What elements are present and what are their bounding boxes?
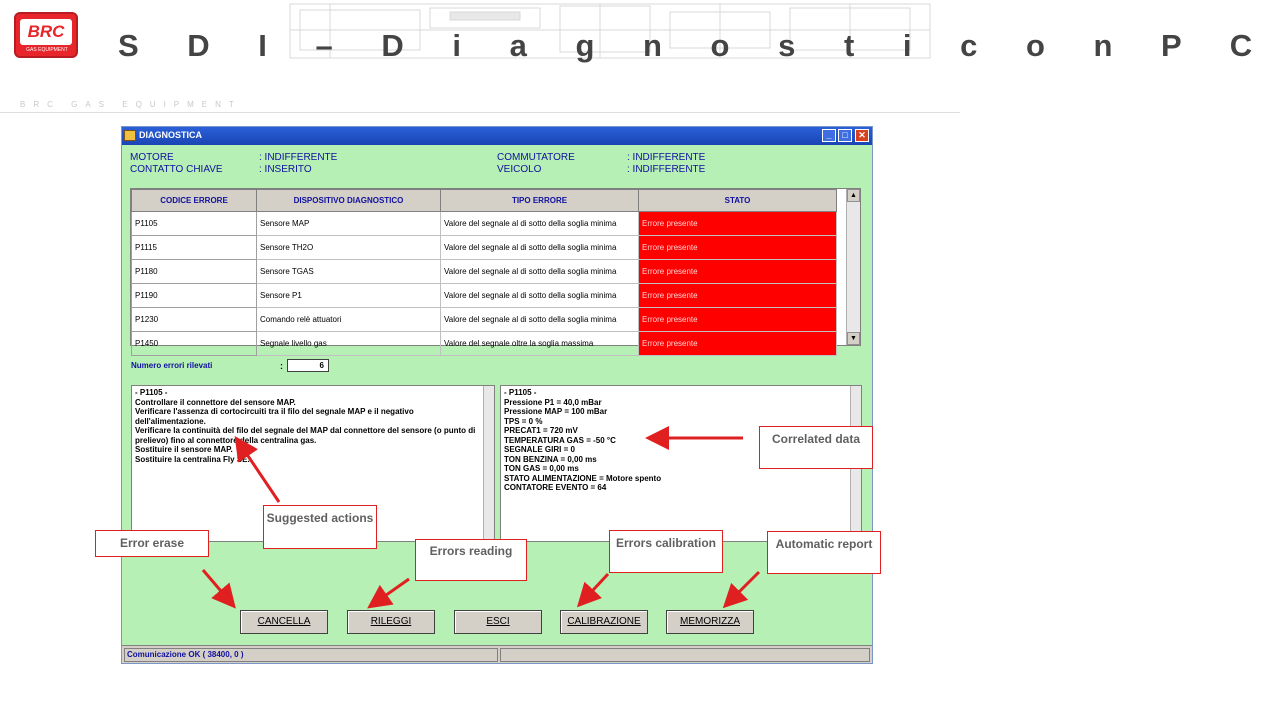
errors-count-field[interactable]: 6 — [287, 359, 329, 372]
arrow-error-erase — [203, 570, 232, 604]
actions-text-line: Verificare la continuità del filo del segnale del MAP dal connettore del sensore (o punto di prelievo) fino al connettore della centralina gas. — [135, 426, 476, 445]
data-text-line: TPS = 0 % — [504, 416, 543, 426]
cell-state[interactable]: Errore presente — [639, 332, 837, 356]
cell-code[interactable]: P1115 — [132, 236, 257, 260]
data-text-line: Pressione P1 = 40,0 mBar — [504, 397, 602, 407]
contatto-value: : INSERITO — [259, 164, 312, 175]
cell-device[interactable]: Comando relè attuatori — [257, 308, 441, 332]
data-text-line: TON BENZINA = 0,00 ms — [504, 454, 597, 464]
cell-device[interactable]: Sensore P1 — [257, 284, 441, 308]
calibrazione-button[interactable]: CALIBRAZIONE — [560, 610, 648, 634]
logo-subtitle: GAS EQUIPMENT — [26, 47, 68, 53]
commutatore-label: COMMUTATORE — [497, 152, 575, 163]
arrow-errors-reading — [372, 579, 409, 605]
minimize-button[interactable]: _ — [822, 129, 836, 142]
annotation-correlated-data: Correlated data — [759, 426, 873, 469]
logo-brand: BRC — [20, 19, 72, 45]
data-text-line: TON GAS = 0,00 ms — [504, 464, 579, 473]
annotation-suggested-actions: Suggested actions — [263, 505, 377, 549]
annotation-errors-calibration: Errors calibration — [609, 530, 723, 573]
errors-count-colon: : — [280, 361, 283, 371]
actions-text-line: Sostituire il sensore MAP. — [135, 445, 233, 454]
data-text-line: CONTATORE EVENTO = 64 — [504, 483, 607, 492]
window-title: DIAGNOSTICA — [139, 130, 202, 140]
cell-code[interactable]: P1450 — [132, 332, 257, 356]
cell-code[interactable]: P1180 — [132, 260, 257, 284]
maximize-button[interactable]: □ — [838, 129, 852, 142]
col-header-device[interactable]: DISPOSITIVO DIAGNOSTICO — [257, 190, 441, 212]
veicolo-value: : INDIFFERENTE — [627, 164, 706, 175]
memorizza-button[interactable]: MEMORIZZA — [666, 610, 754, 634]
contatto-label: CONTATTO CHIAVE — [130, 164, 223, 175]
data-text-line: TEMPERATURA GAS = -50 °C — [504, 435, 616, 445]
actions-text-line: Verificare l'assenza di cortocircuiti tra il filo del segnale MAP e il negativo dell'alimentazione. — [135, 407, 414, 426]
cell-state[interactable]: Errore presente — [639, 284, 837, 308]
col-header-state[interactable]: STATO — [639, 190, 837, 212]
arrow-suggested-actions — [238, 441, 279, 502]
cell-type[interactable]: Valore del segnale al di sotto della soglia minima — [441, 284, 639, 308]
scroll-up-icon[interactable]: ▲ — [847, 189, 860, 202]
commutatore-value: : INDIFFERENTE — [627, 152, 706, 163]
cell-code[interactable]: P1190 — [132, 284, 257, 308]
arrow-automatic-report — [727, 572, 759, 604]
actions-text-line: Sostituire la centralina Fly SE. — [135, 454, 250, 464]
rileggi-button[interactable]: RILEGGI — [347, 610, 435, 634]
scroll-down-icon[interactable]: ▼ — [847, 332, 860, 345]
motore-label: MOTORE — [130, 152, 174, 163]
cell-state[interactable]: Errore presente — [639, 260, 837, 284]
cell-state[interactable]: Errore presente — [639, 212, 837, 236]
cell-state[interactable]: Errore presente — [639, 308, 837, 332]
cell-type[interactable]: Valore del segnale al di sotto della soglia minima — [441, 260, 639, 284]
data-text-line: STATO ALIMENTAZIONE = Motore spento — [504, 473, 662, 483]
data-text-line: PRECAT1 = 720 mV — [504, 426, 578, 435]
annotation-errors-reading: Errors reading — [415, 539, 527, 581]
cell-device[interactable]: Sensore TGAS — [257, 260, 441, 284]
cell-device[interactable]: Sensore MAP — [257, 212, 441, 236]
cell-type[interactable]: Valore del segnale al di sotto della soglia minima — [441, 236, 639, 260]
annotation-automatic-report: Automatic report — [767, 531, 881, 574]
veicolo-label: VEICOLO — [497, 164, 542, 175]
cell-type[interactable]: Valore del segnale al di sotto della soglia minima — [441, 308, 639, 332]
status-text: Comunicazione OK ( 38400, 0 ) — [124, 648, 498, 662]
motore-value: : INDIFFERENTE — [259, 152, 338, 163]
cell-code[interactable]: P1105 — [132, 212, 257, 236]
data-text-line: SEGNALE GIRI = 0 — [504, 445, 575, 454]
cell-device[interactable]: Segnale livello gas — [257, 332, 441, 356]
errors-count-label: Numero errori rilevati — [131, 361, 213, 370]
cancella-button[interactable]: CANCELLA — [240, 610, 328, 634]
col-header-type[interactable]: TIPO ERRORE — [441, 190, 639, 212]
data-text-line: Pressione MAP = 100 mBar — [504, 407, 608, 416]
esci-button[interactable]: ESCI — [454, 610, 542, 634]
slide-tagline: BRC GAS EQUIPMENT — [20, 100, 242, 109]
actions-text-line: Controllare il connettore del sensore MAP. — [135, 397, 296, 407]
cell-type[interactable]: Valore del segnale oltre la soglia massima — [441, 332, 639, 356]
cell-type[interactable]: Valore del segnale al di sotto della soglia minima — [441, 212, 639, 236]
cell-state[interactable]: Errore presente — [639, 236, 837, 260]
arrow-errors-calibration — [581, 574, 608, 603]
cell-device[interactable]: Sensore TH2O — [257, 236, 441, 260]
data-text-line: - P1105 - — [504, 388, 537, 397]
cell-code[interactable]: P1230 — [132, 308, 257, 332]
col-header-code[interactable]: CODICE ERRORE — [132, 190, 257, 212]
annotation-error-erase: Error erase — [95, 530, 209, 557]
slide-title: S D I – D i a g n o s t i c o n P C — [118, 28, 1272, 63]
close-button[interactable]: ✕ — [855, 129, 869, 142]
actions-text-line: - P1105 - — [135, 388, 168, 397]
